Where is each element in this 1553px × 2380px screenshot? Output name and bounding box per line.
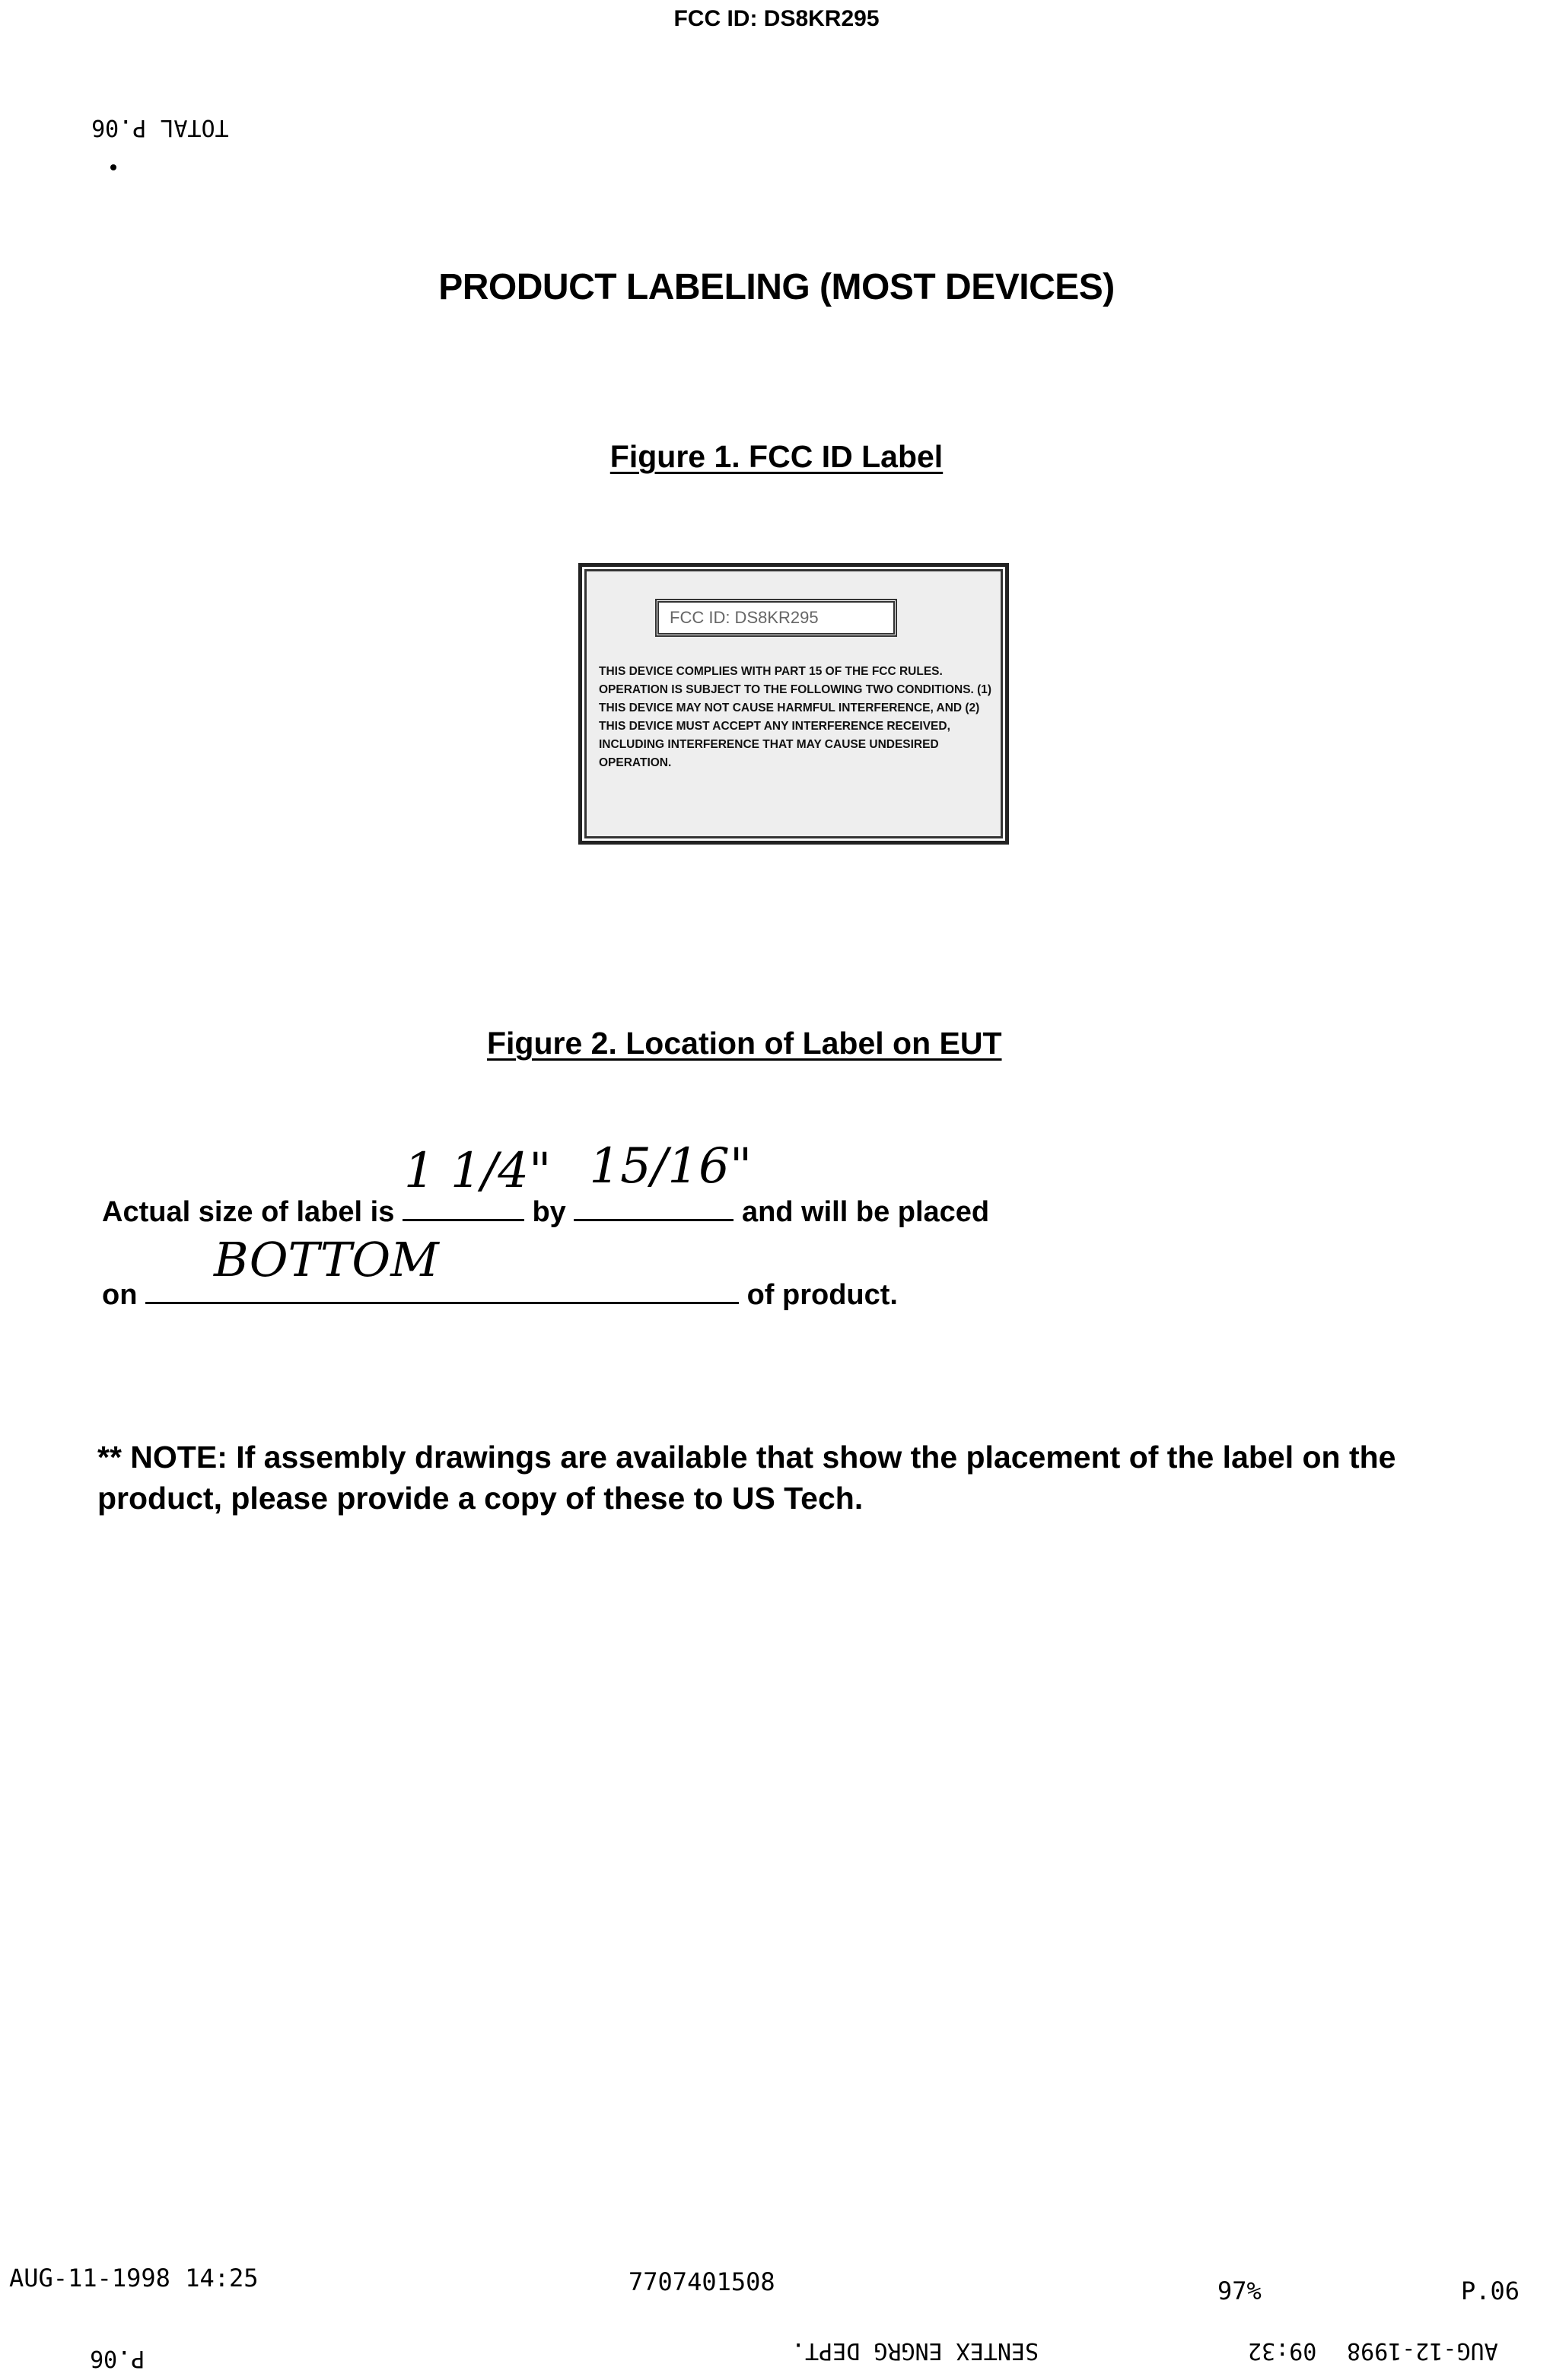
figure2-caption: Figure 2. Location of Label on EUT	[487, 1026, 1002, 1061]
fax-rotated-page: P.06	[90, 2345, 145, 2372]
fax-rotated-time: 09:32	[1248, 2337, 1317, 2364]
label-height-value: 15/16"	[589, 1138, 753, 1195]
label-compliance-text: THIS DEVICE COMPLIES WITH PART 15 OF THE FCC RULES. OPERATION IS SUBJECT TO THE FOLLOWING TWO CONDITIONS. (1) THIS DEVICE MAY NOT CAUSE HARMFUL INTERFERENCE, AND (2) THIS DEVICE MUST ACCEPT ANY INTERFERENCE RECEIVED, INCLUDING INTERFERENCE THAT MAY CAUSE UNDESIRED OPERATION.	[599, 665, 992, 769]
label-location-suffix: of product.	[746, 1279, 898, 1311]
label-size-line	[102, 1138, 990, 1229]
label-width-blank	[403, 1143, 552, 1221]
label-location-blank	[145, 1232, 739, 1304]
label-location-line	[102, 1232, 898, 1312]
label-size-suffix: and will be placed	[741, 1196, 990, 1228]
label-location-value: BOTTOM	[214, 1232, 439, 1287]
label-width-value: 1 1/4"	[403, 1143, 552, 1199]
fax-rotated-date: AUG-12-1998	[1347, 2337, 1498, 2364]
page-title: PRODUCT LABELING (MOST DEVICES)	[438, 267, 1115, 307]
header-fcc-id: FCC ID: DS8KR295	[673, 6, 880, 31]
label-fcc-id-field: FCC ID: DS8KR295	[655, 599, 897, 637]
label-size-by: by	[532, 1196, 566, 1228]
fax-total-pages-rotated: TOTAL P.06	[91, 114, 229, 141]
label-height-blank	[574, 1138, 753, 1221]
fax-page-number: P.06	[1461, 2277, 1520, 2305]
figure1-caption: Figure 1. FCC ID Label	[609, 439, 944, 474]
assembly-drawing-note: ** NOTE: If assembly drawings are available that show the placement of the label on the product, please provide a copy of these to US Tech.	[97, 1440, 1396, 1516]
fax-mark-dot	[110, 164, 116, 170]
fcc-id-label-image	[578, 563, 1009, 845]
label-size-prefix: Actual size of label is	[102, 1196, 395, 1228]
fax-date-time: AUG-11-1998 14:25	[9, 2264, 259, 2292]
label-location-prefix: on	[102, 1279, 138, 1311]
fax-rotated-sender: SENTEX ENGRG DEPT.	[791, 2337, 1039, 2364]
fax-percent: 97%	[1217, 2277, 1262, 2305]
fax-phone-number: 7707401508	[629, 2267, 775, 2296]
